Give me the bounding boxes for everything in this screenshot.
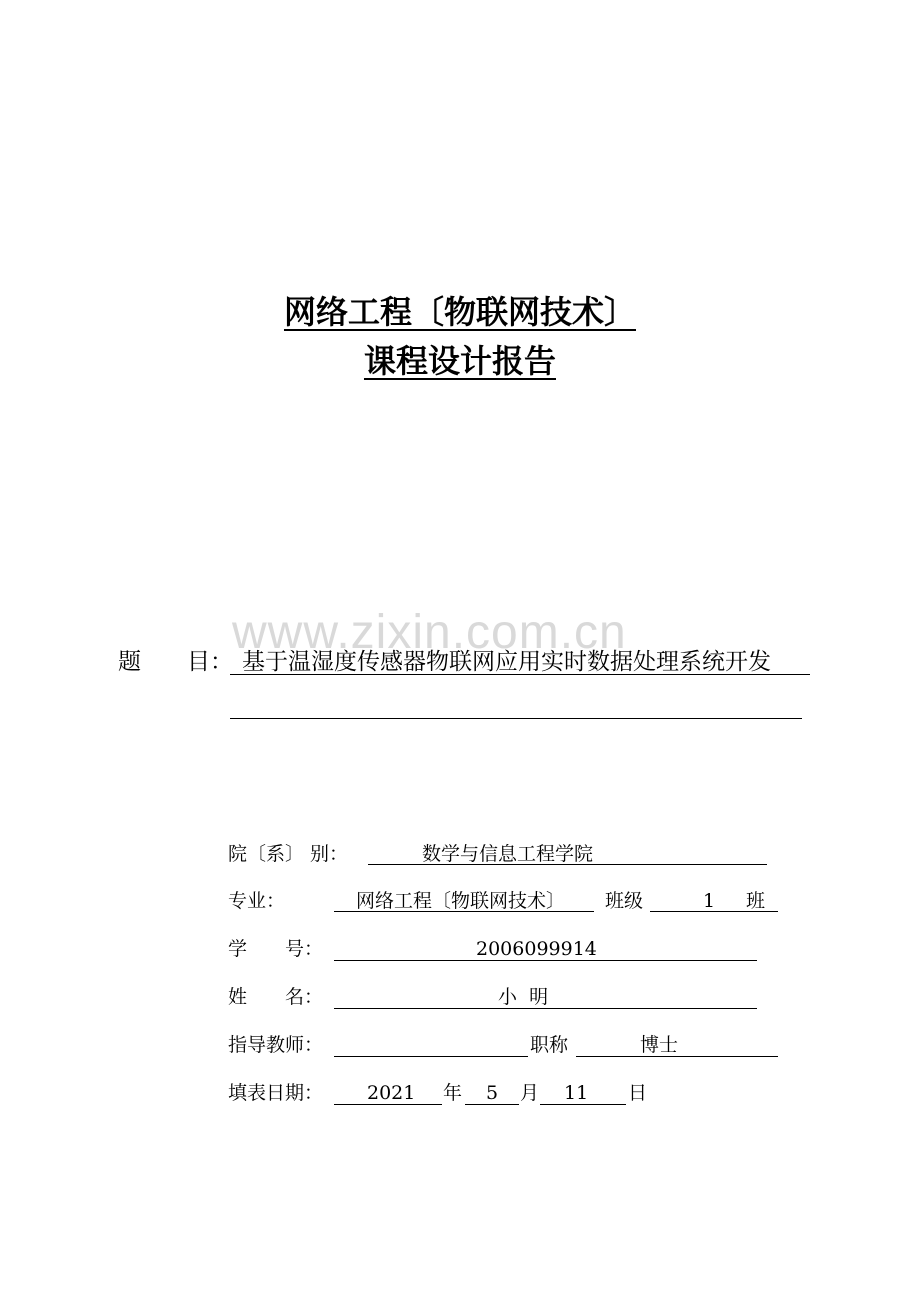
major-value: 网络工程〔物联网技术〕 <box>356 890 566 912</box>
department-label: 院〔系〕 别： <box>228 843 349 865</box>
advisor-underline <box>334 1056 528 1057</box>
year-value: 2021 <box>367 1082 416 1104</box>
class-value: 1 <box>703 890 716 912</box>
name-label: 姓 名： <box>228 986 324 1008</box>
month-underline <box>465 1104 519 1105</box>
student-id-label: 学 号： <box>228 938 324 960</box>
watermark: www.zixin.com.cn <box>232 606 627 659</box>
year-underline <box>334 1104 442 1105</box>
class-underline <box>650 911 778 912</box>
report-title-line2: 课程设计报告 <box>363 342 556 380</box>
day-underline <box>540 1104 626 1105</box>
department-underline <box>368 864 767 865</box>
title-underline <box>576 1056 778 1057</box>
topic-underline-2 <box>230 718 802 719</box>
name-value: 小 明 <box>498 986 549 1008</box>
major-underline <box>334 911 594 912</box>
topic-value: 基于温湿度传感器物联网应用实时数据处理系统开发 <box>242 649 771 675</box>
report-title-line1: 网络工程〔物联网技术〕 <box>283 293 636 331</box>
student-id-value: 2006099914 <box>476 938 597 960</box>
month-label: 月 <box>520 1082 540 1104</box>
year-label: 年 <box>443 1082 463 1104</box>
major-label: 专业： <box>228 890 286 912</box>
name-underline <box>334 1008 757 1009</box>
topic-label: 题 目： <box>118 649 233 675</box>
title-value: 博士 <box>640 1034 679 1056</box>
department-value: 数学与信息工程学院 <box>422 843 594 865</box>
advisor-label: 指导教师： <box>228 1034 324 1056</box>
title-label: 职称 <box>530 1034 569 1056</box>
student-id-underline <box>334 960 757 961</box>
day-value: 11 <box>564 1082 589 1104</box>
date-label: 填表日期： <box>228 1082 324 1104</box>
topic-underline <box>230 674 810 675</box>
class-label: 班级 <box>605 890 644 912</box>
class-suffix: 班 <box>746 890 766 912</box>
day-label: 日 <box>628 1082 648 1104</box>
month-value: 5 <box>486 1082 499 1104</box>
